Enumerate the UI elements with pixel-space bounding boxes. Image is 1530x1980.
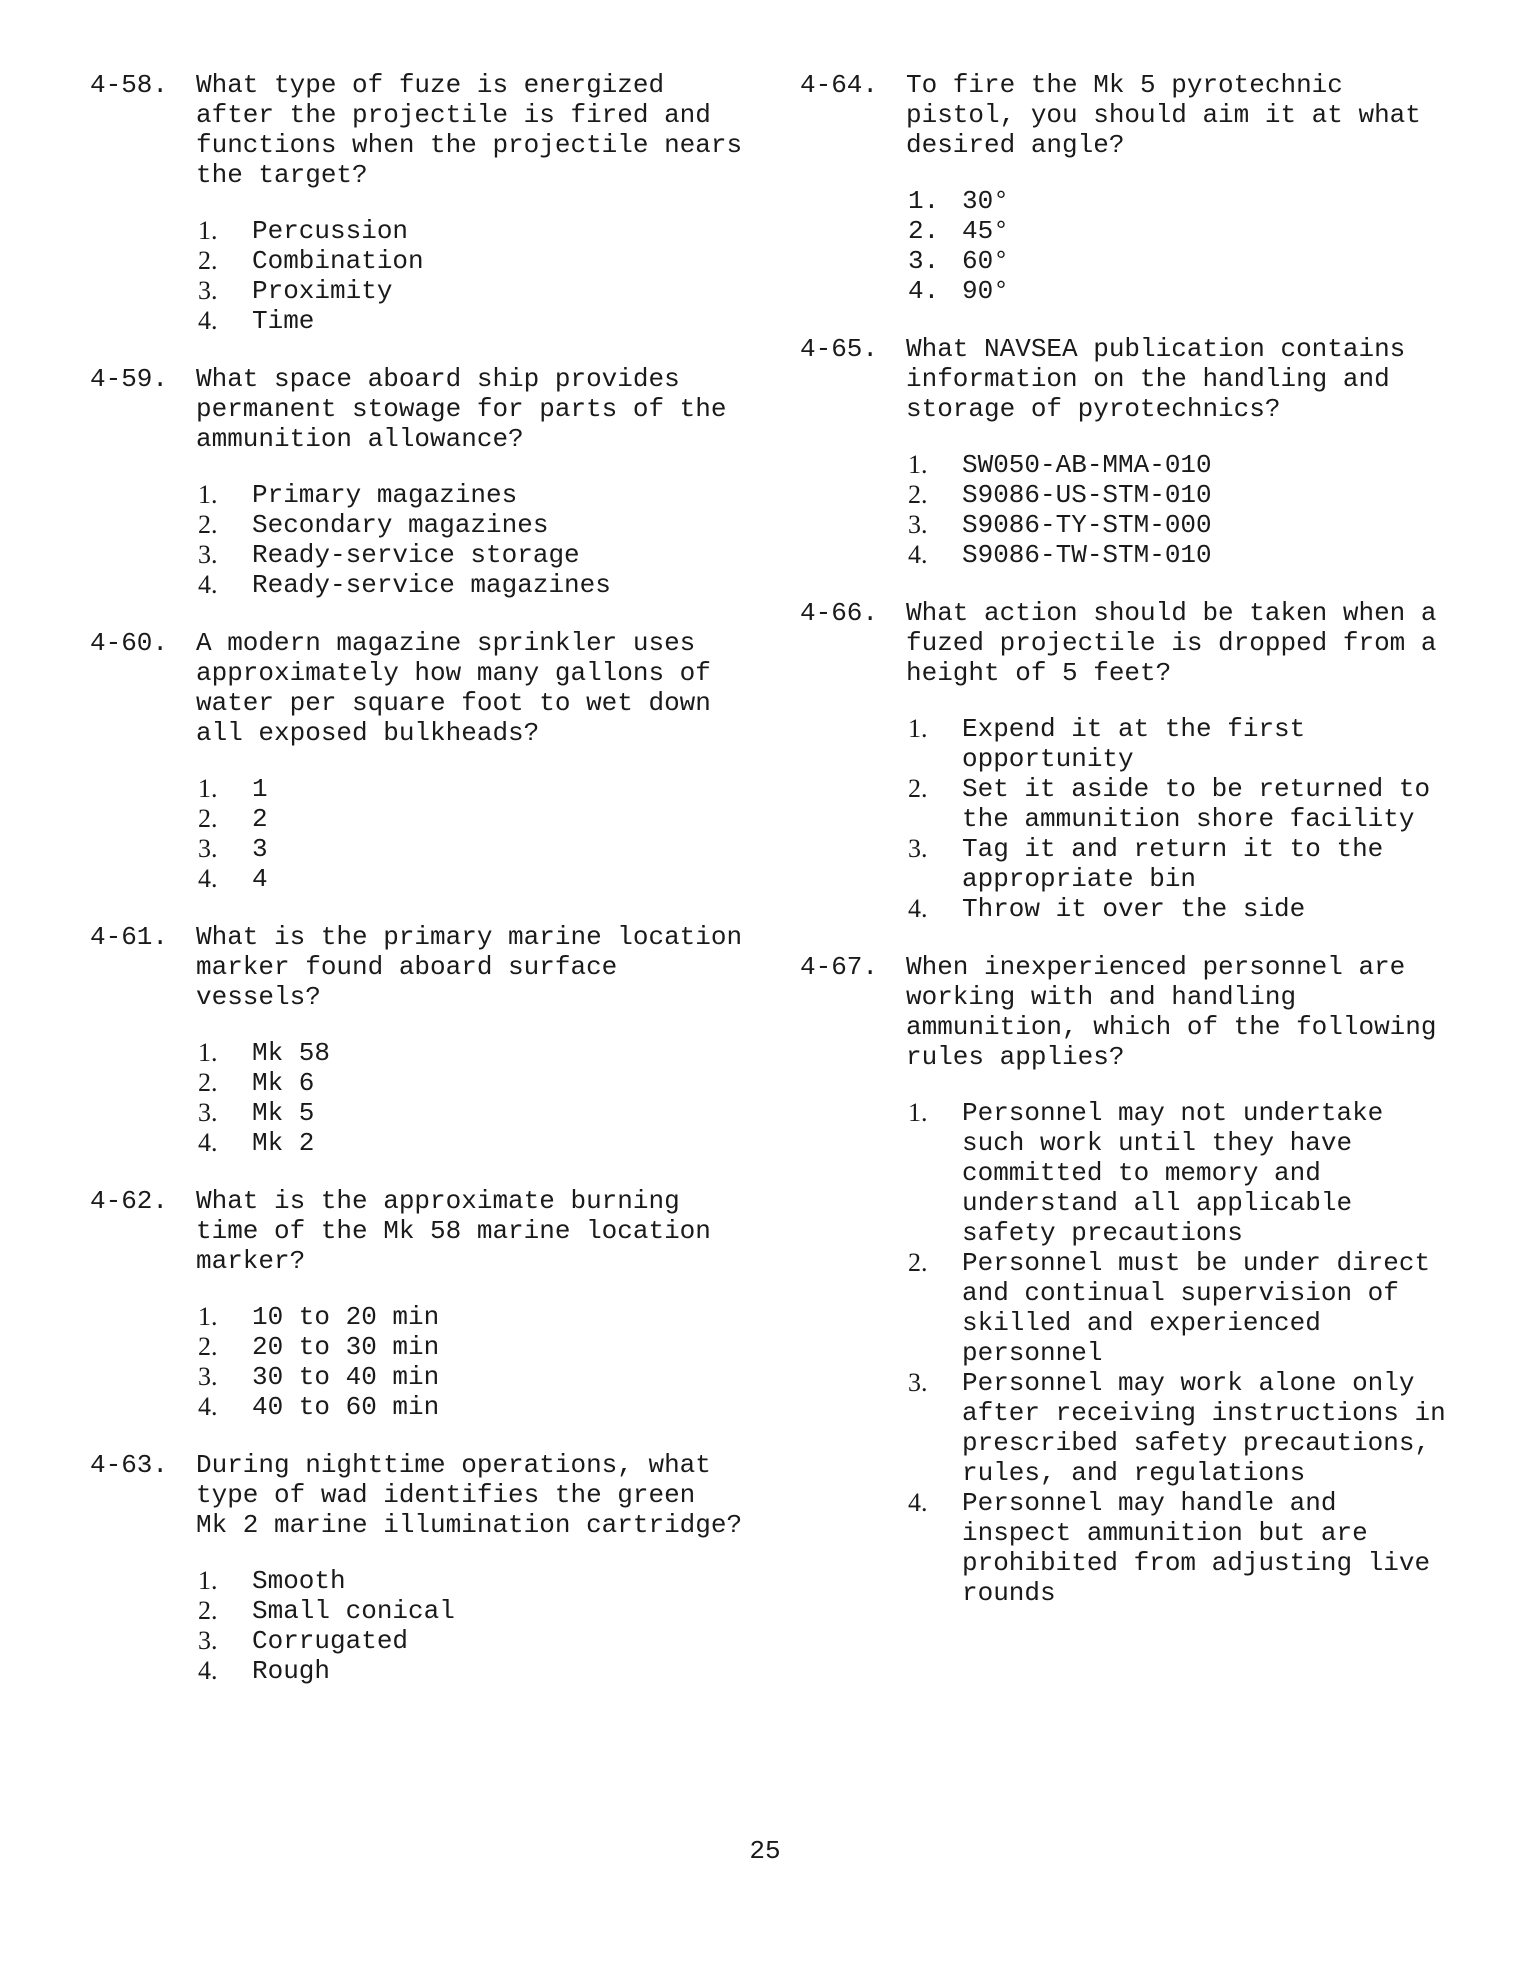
answer-options [906,450,1440,570]
option-number: 1. [198,480,218,509]
option-text: Personnel may not undertake such work until they have committed to memory and understand all applicable safety precautions [962,1098,1384,1248]
option-text: Secondary magazines [252,510,549,540]
option-text: Smooth [252,1566,346,1596]
option-number: 2. [908,1248,928,1277]
option-number: 1. [198,216,218,245]
question-4-59 [90,364,730,600]
left-column [90,70,743,1714]
answer-option [196,1626,730,1656]
answer-option [906,774,1440,834]
answer-option [196,510,730,540]
answer-option [906,216,1440,246]
option-text: 2 [252,804,268,834]
option-number: 4. [908,1488,928,1517]
option-text: Rough [252,1656,331,1686]
option-number: 2. [908,216,940,246]
option-number: 4. [198,1128,218,1157]
option-text: 90° [962,276,1009,306]
option-number: 3. [198,834,218,863]
option-text: Primary magazines [252,480,518,510]
option-text: 30° [962,186,1009,216]
answer-options [196,216,730,336]
question-text: A modern magazine sprinkler uses approximately how many gallons of water per square foot to wet down all exposed bulkheads? [196,628,711,748]
answer-option [196,306,730,336]
question-text: To fire the Mk 5 pyrotechnic pistol, you should aim it at what desired angle? [906,70,1421,160]
option-text: 20 to 30 min [252,1332,440,1362]
option-number: 2. [198,1068,218,1097]
option-text: Expend it at the first opportunity [962,714,1306,774]
option-number: 4. [908,894,928,923]
answer-options [196,1302,730,1422]
option-number: 1. [198,1302,218,1331]
option-number: 1. [908,450,928,479]
question-4-61 [90,922,743,1158]
option-text: 45° [962,216,1009,246]
question-4-58 [90,70,743,336]
question-number: 4-62. [90,1186,169,1216]
option-number: 4. [198,864,218,893]
question-text: During nighttime operations, what type of wad identifies the green Mk 2 marine illumination cartridge? [196,1450,743,1540]
option-number: 1. [908,186,940,216]
option-number: 1. [908,714,928,743]
question-number: 4-60. [90,628,169,658]
option-number: 3. [908,510,928,539]
answer-option [196,1128,730,1158]
option-text: Throw it over the side [962,894,1306,924]
answer-options [196,1566,730,1686]
question-number: 4-59. [90,364,169,394]
question-text: What space aboard ship provides permanent stowage for parts of the ammunition allowance? [196,364,727,454]
option-text: 1 [252,774,268,804]
option-number: 4. [198,570,218,599]
option-number: 3. [198,1098,218,1127]
page-number: 25 [749,1836,781,1866]
question-number: 4-63. [90,1450,169,1480]
answer-option [196,570,730,600]
question-4-64 [800,70,1440,306]
question-text: What action should be taken when a fuzed projectile is dropped from a height of 5 feet? [906,598,1437,688]
question-text: What type of fuze is energized after the projectile is fired and functions when the projectile nears the target? [196,70,743,190]
answer-option [196,1362,730,1392]
answer-option [196,1098,730,1128]
question-number: 4-65. [800,334,879,364]
option-number: 2. [908,774,928,803]
option-text: 60° [962,246,1009,276]
option-text: S9086-TY-STM-000 [962,510,1212,540]
answer-option [196,1038,730,1068]
option-text: S9086-US-STM-010 [962,480,1212,510]
answer-option [196,1392,730,1422]
option-text: Personnel may work alone only after receiving instructions in prescribed safety precautions, rules, and regulations [962,1368,1446,1488]
option-number: 3. [908,1368,928,1397]
answer-option [906,1368,1446,1488]
answer-option [196,1656,730,1686]
option-number: 4. [198,306,218,335]
question-number: 4-61. [90,922,169,952]
option-number: 1. [908,1098,928,1127]
option-text: 30 to 40 min [252,1362,440,1392]
option-number: 2. [198,246,218,275]
question-text: When inexperienced personnel are working with and handling ammunition, which of the following rules applies? [906,952,1437,1072]
answer-option [906,1098,1440,1248]
question-4-66 [800,598,1440,924]
answer-option [906,480,1440,510]
question-number: 4-67. [800,952,879,982]
option-text: S9086-TW-STM-010 [962,540,1212,570]
answer-option [906,246,1440,276]
question-4-62 [90,1186,730,1422]
option-number: 2. [198,1596,218,1625]
answer-option [196,480,730,510]
answer-option [196,216,730,246]
question-text: What is the primary marine location marker found aboard surface vessels? [196,922,743,1012]
option-number: 3. [198,540,218,569]
option-text: Ready-service storage [252,540,580,570]
option-number: 1. [198,1566,218,1595]
option-number: 2. [198,1332,218,1361]
answer-option [906,540,1440,570]
answer-option [906,714,1440,774]
option-number: 2. [198,804,218,833]
answer-options [906,1098,1446,1608]
option-text: Proximity [252,276,393,306]
option-number: 1. [198,1038,218,1067]
answer-option [196,834,730,864]
option-text: 4 [252,864,268,894]
answer-option [906,894,1440,924]
option-number: 4. [198,1392,218,1421]
answer-options [196,480,730,600]
option-text: Mk 2 [252,1128,315,1158]
option-number: 3. [198,1626,218,1655]
question-4-65 [800,334,1440,570]
answer-option [196,804,730,834]
option-number: 4. [908,276,940,306]
option-text: Mk 58 [252,1038,331,1068]
question-number: 4-58. [90,70,169,100]
question-number: 4-64. [800,70,879,100]
question-text: What is the approximate burning time of the Mk 58 marine location marker? [196,1186,711,1276]
option-text: Personnel must be under direct and continual supervision of skilled and experienced personnel [962,1248,1431,1368]
answer-options [906,714,1440,924]
option-text: 10 to 20 min [252,1302,440,1332]
answer-option [196,1332,730,1362]
option-text: Mk 6 [252,1068,315,1098]
option-number: 3. [908,834,928,863]
option-number: 1. [198,774,218,803]
answer-options [906,186,1440,306]
option-text: Small conical [252,1596,455,1626]
answer-option [906,1248,1440,1368]
option-text: 40 to 60 min [252,1392,440,1422]
answer-option [196,276,730,306]
answer-option [196,1566,730,1596]
option-text: Percussion [252,216,409,246]
answer-option [196,540,730,570]
answer-option [196,864,730,894]
question-4-63 [90,1450,743,1686]
option-text: SW050-AB-MMA-010 [962,450,1212,480]
option-text: Ready-service magazines [252,570,611,600]
option-text: Tag it and return it to the appropriate bin [962,834,1384,894]
answer-option [196,1302,730,1332]
option-text: Mk 5 [252,1098,315,1128]
option-number: 4. [908,540,928,569]
answer-option [196,246,730,276]
question-4-67 [800,952,1446,1608]
option-number: 3. [198,1362,218,1391]
option-text: Combination [252,246,424,276]
question-text: What NAVSEA publication contains information on the handling and storage of pyrotechnics? [906,334,1406,424]
answer-options [196,1038,730,1158]
option-text: Personnel may handle and inspect ammunition but are prohibited from adjusting live rounds [962,1488,1431,1608]
option-number: 3. [908,246,940,276]
answer-options [196,774,730,894]
answer-option [196,774,730,804]
answer-option [196,1596,730,1626]
option-number: 3. [198,276,218,305]
answer-option [906,450,1440,480]
option-number: 2. [198,510,218,539]
option-text: Corrugated [252,1626,409,1656]
question-number: 4-66. [800,598,879,628]
question-4-60 [90,628,730,894]
answer-option [906,186,1440,216]
right-column [800,70,1446,1636]
option-text: Set it aside to be returned to the ammunition shore facility [962,774,1431,834]
answer-option [196,1068,730,1098]
answer-option [906,834,1440,894]
answer-option [906,276,1440,306]
answer-option [906,1488,1440,1608]
option-text: Time [252,306,315,336]
answer-option [906,510,1440,540]
option-number: 2. [908,480,928,509]
option-number: 4. [198,1656,218,1685]
option-text: 3 [252,834,268,864]
